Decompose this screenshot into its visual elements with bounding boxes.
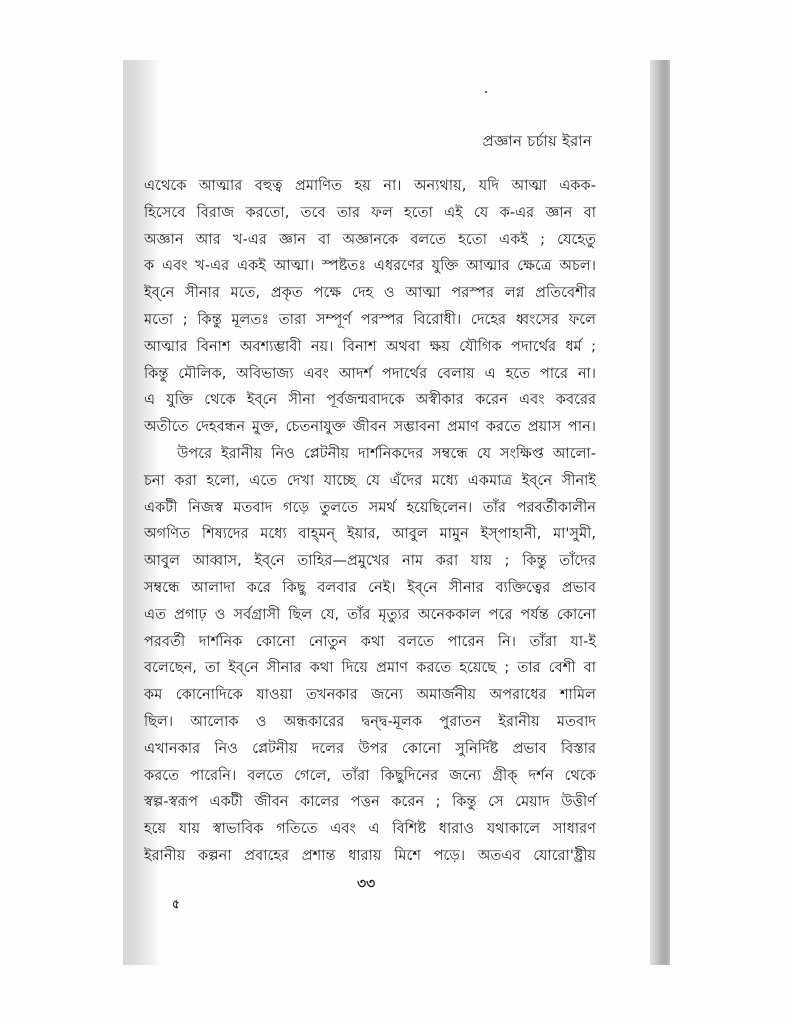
text-line: আত্মার বিনাশ অবশ্যম্ভাবী নয়। বিনাশ অথবা ক্ষয় যৌগিক পদার্থের ধর্ম ;	[144, 337, 596, 355]
text-line: অগণিত শিষ্যদের মধ্যে বাহ্‌মন্ ইয়ার, আবুল মামুন ইস্‌পাহানী, মা'সুমী,	[144, 525, 596, 543]
text-line: মতো ; কিন্তু মূলতঃ তারা সম্পূর্ণ পরস্পর বিরোধী। দেহের ধ্বংসের ফলে	[144, 310, 596, 328]
page-edge-shadow-right	[650, 60, 670, 965]
text-line: কিন্তু মৌলিক, অবিভাজ্য এবং আদর্শ পদার্থের বেলায় এ হতে পারে না।	[144, 364, 596, 382]
text-line: ইরানীয় কল্পনা প্রবাহের প্রশান্ত ধারায় মিশে পড়ে। অতএব যোরো'ষ্ট্রীয়	[144, 846, 596, 864]
text-line: বলেছেন, তা ইব্‌নে সীনার কথা দিয়ে প্রমাণ করতে হয়েছে ; তার বেশী বা	[144, 659, 596, 677]
text-line: হিসেবে বিরাজ করতো, তবে তার ফল হতো এই যে ক-এর জ্ঞান বা	[144, 203, 596, 221]
running-head: প্রজ্ঞান চর্চায় ইরান	[482, 132, 592, 150]
text-line: অজ্ঞান আর খ-এর জ্ঞান বা অজ্ঞানকে বলতে হতো একই ; যেহেতু	[144, 230, 596, 248]
page-number: ৩৩	[357, 876, 376, 892]
text-line: ছিল। আলোক ও অন্ধকারের দ্বন্দ্ব-মূলক পুরাতন ইরানীয় মতবাদ	[144, 712, 596, 730]
text-line: স্বল্প-স্বরূপ একটী জীবন কালের পত্তন করেন ; কিন্তু সে মেয়াদ উত্তীর্ণ	[144, 793, 596, 811]
text-line: ক এবং খ-এর একই আত্মা। স্পষ্টতঃ এধরণের যুক্তি আত্মার ক্ষেত্রে অচল।	[144, 257, 596, 275]
text-line: এ যুক্তি থেকে ইব্‌নে সীনা পূর্বজন্মবাদকে অস্বীকার করেন এবং কবরের	[144, 391, 596, 409]
text-line: আবুল আব্বাস, ইব্‌নে তাহির—প্রমুখের নাম করা যায় ; কিন্তু তাঁদের	[144, 552, 596, 570]
text-line: কম কোনোদিকে যাওয়া তখনকার জন্যে অমার্জনীয় অপরাধের শামিল	[144, 686, 596, 704]
text-line: পরবর্তী দার্শনিক কোনো নোতুন কথা বলতে পারেন নি। তাঁরা যা-ই	[144, 632, 596, 650]
text-line: একটী নিজস্ব মতবাদ গড়ে তুলতে সমর্থ হয়েছিলেন। তাঁর পরবর্তীকালীন	[144, 498, 596, 516]
paragraph-start-line: উপরে ইরানীয় নিও প্লেটনীয় দার্শনিকদের সম্বন্ধে যে সংক্ষিপ্ত আলো-	[177, 444, 596, 462]
book-page	[123, 60, 670, 965]
text-line: ইব্‌নে সীনার মতে, প্রকৃত পক্ষে দেহ ও আত্মা পরস্পর লগ্ন প্রতিবেশীর	[144, 284, 596, 302]
text-line: এত প্রগাঢ় ও সর্বগ্রাসী ছিল যে, তাঁর মৃত্যুর অনেককাল পরে পর্যন্ত কোনো	[144, 605, 596, 623]
body-text	[144, 173, 596, 870]
signature-mark: ৫	[172, 897, 180, 911]
text-line: করতে পারেনি। বলতে গেলে, তাঁরা কিছুদিনের জন্যে গ্রীক্ দর্শন থেকে	[144, 766, 596, 784]
text-line: এখানকার নিও প্লেটনীয় দলের উপর কোনো সুনির্দিষ্ট প্রভাব বিস্তার	[144, 739, 596, 757]
text-line: সম্বন্ধে আলাদা করে কিছু বলবার নেই। ইব্‌নে সীনার ব্যক্তিত্বের প্রভাব	[144, 578, 596, 596]
text-line: হয়ে যায় স্বাভাবিক গতিতে এবং এ বিশিষ্ট ধারাও যথাকালে সাধারণ	[144, 820, 596, 838]
text-line: অতীতে দেহবন্ধন মুক্ত, চেতনাযুক্ত জীবন সম্ভাবনা প্রমাণ করতে প্রয়াস পান।	[144, 418, 596, 436]
text-line: এথেকে আত্মার বহুত্ব প্রমাণিত হয় না। অন্যথায়, যদি আত্মা একক-	[144, 177, 596, 194]
text-line: চনা করা হলো, এতে দেখা যাচ্ছে যে এঁদের মধ্যে একমাত্র ইব্‌নে সীনাই	[144, 471, 596, 489]
scan-speck	[485, 91, 487, 93]
